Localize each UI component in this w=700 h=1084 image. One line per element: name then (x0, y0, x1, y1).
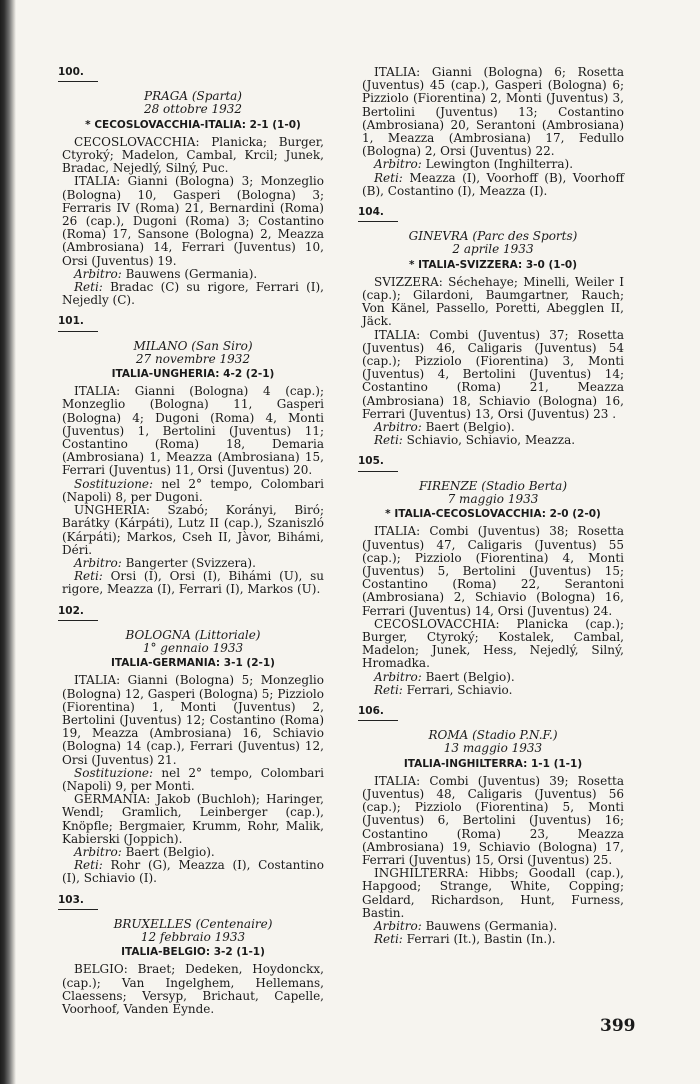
lineup: CECOSLOVACCHIA: Planicka; Burger, Ctyroký; Madelon, Cambal, Krcil; Junek, Bradac, Nejedlý, Silný, Puc. (62, 134, 324, 176)
match-entry (358, 455, 624, 697)
referee-label: Arbitro: (74, 844, 122, 859)
goals-list: Ferrari, Schiavio. (406, 682, 513, 697)
referee-label: Arbitro: (374, 669, 422, 684)
lineup: ITALIA: Combi (Juventus) 37; Rosetta (Juventus) 46, Caligaris (Juventus) 54 (cap.); Pizziolo (Fiorentina) 3, Monti (Juventus) 4, Bertolini (Juventus) 14; Costantino (Roma) 21, Meazza (Ambrosiana) 18, Schiavio (Bologna) 16, Ferrari (Juventus) 13, Orsi (Juventus) 23 . (362, 327, 624, 421)
goals-list: Ferrari (It.), Bastin (In.). (406, 932, 556, 947)
referee-name: Baert (Belgio). (425, 669, 515, 684)
lineup: ITALIA: Combi (Juventus) 38; Rosetta (Juventus) 47, Caligaris (Juventus) 55 (cap.); Pizziolo (Fiorentina) 4, Monti (Juventus) 5, Bertolini (Juventus) 15; Costantino (Roma) 22, Serantoni (Ambrosiana) 2, Schiavio (Bologna) 16, Ferrari (Juventus) 14, Orsi (Juventus) 24. (362, 524, 624, 618)
match-entry (58, 604, 324, 886)
referee-label: Arbitro: (374, 420, 422, 435)
lineup: SVIZZERA: Séchehaye; Minelli, Weiler I (cap.); Gilardoni, Baumgartner, Rauch; Von Känel, Passello, Poretti, Abegglen II, Jäck. (362, 274, 624, 329)
goals-label: Reti: (74, 280, 103, 295)
goals-list: Bradac (C) su rigore, Ferrari (I), Nejedly (C). (62, 280, 324, 308)
lineup: INGHILTERRA: Hibbs; Goodall (cap.), Hapgood; Strange, White, Copping; Geldard, Richardson, Hunt, Furness, Bastin. (362, 866, 624, 920)
referee-name: Baert (Belgio). (125, 844, 215, 859)
goals-label: Reti: (374, 932, 403, 947)
left-column (58, 66, 324, 1024)
substitution-text: nel 2° tempo, Colombari (Napoli) 9, per Monti. (62, 765, 324, 793)
goals-list: Meazza (I), Voorhoff (B), Voorhoff (B), Costantino (I), Meazza (I). (362, 170, 624, 198)
match-result: * ITALIA-CECOSLOVACCHIA: 2-0 (2-0) (385, 508, 601, 521)
lineup: ITALIA: Gianni (Bologna) 4 (cap.); Monzeglio (Bologna) 11, Gasperi (Bologna) 4; Dugoni (Roma) 4, Monti (Juventus) 1, Bertolini (Juventus) 11; Costantino (Roma) 18, Demaria (Ambrosiana) 1, Meazza (Ambrosiana) 15, Ferrari (Juventus) 11, Orsi (Juventus) 20. (62, 384, 324, 478)
lineup: BELGIO: Braet; Dedeken, Hoydonckx, (cap.); Van Ingelghem, Hellemans, Claessens; Versyp, Brichaut, Capelle, Voorhoof, Vanden Eynde. (62, 962, 324, 1016)
match-number: 105. (358, 455, 398, 471)
match-entry (358, 704, 624, 947)
substitution-text: nel 2° tempo, Colombari (Napoli) 8, per Dugoni. (62, 476, 324, 504)
match-venue: GINEVRA (Parc des Sports) (408, 229, 578, 244)
match-venue: BRUXELLES (Centenaire) (113, 916, 273, 931)
match-entry (58, 315, 324, 597)
goals (62, 281, 324, 307)
lineup: ITALIA: Gianni (Bologna) 3; Monzeglio (Bologna) 10, Gasperi (Bologna) 3; Ferraris IV (Roma) 21, Bernardini (Roma) 26 (cap.), Dugoni (Roma) 3; Costantino (Roma) 17, Sansone (Bologna) 2, Meazza (Ambrosiana) 14, Ferrari (Juventus) 10, Orsi (Juventus) 19. (62, 174, 324, 268)
lineup: GERMANIA: Jakob (Buchloh); Haringer, Wendl; Gramlich, Leinberger (cap.), Knöpfle; Bergmaier, Krumm, Rohr, Malik, Kabierski (Joppich). (62, 792, 324, 846)
substitution (62, 478, 324, 504)
match-result: ITALIA-INGHILTERRA: 1-1 (1-1) (403, 757, 583, 770)
match-number: 104. (358, 206, 398, 222)
goals-label: Reti: (374, 170, 403, 185)
page-binding-edge (0, 0, 16, 1084)
goals-label: Reti: (374, 682, 403, 697)
goals-label: Reti: (374, 433, 403, 448)
referee-label: Arbitro: (374, 918, 422, 933)
match-venue: FIRENZE (Stadio Berta) (418, 478, 568, 493)
match-date: 27 novembre 1932 (135, 351, 251, 366)
match-result: ITALIA-BELGIO: 3-2 (1-1) (121, 946, 265, 959)
match-entry (58, 66, 324, 308)
match-result: * ITALIA-SVIZZERA: 3-0 (1-0) (408, 258, 578, 271)
match-venue: PRAGA (Sparta) (144, 89, 242, 104)
match-venue: BOLOGNA (Littoriale) (125, 627, 261, 642)
goals (62, 859, 324, 885)
goals (362, 684, 624, 697)
goals (362, 172, 624, 198)
match-result: ITALIA-GERMANIA: 3-1 (2-1) (111, 657, 275, 670)
match-venue: ROMA (Stadio P.N.F.) (428, 728, 558, 743)
goals-list: Orsi (I), Orsi (I), Bihámi (U), su rigore, Meazza (I), Ferrari (I), Markos (U). (62, 569, 324, 597)
match-date: 28 ottobre 1932 (143, 102, 243, 117)
page-number: 399 (600, 1016, 636, 1036)
goals (62, 570, 324, 596)
match-date: 7 maggio 1933 (447, 491, 539, 506)
referee-name: Bauwens (Germania). (425, 918, 558, 933)
lineup: CECOSLOVACCHIA: Planicka (cap.); Burger, Ctyroký; Kostalek, Cambal, Madelon; Junek, Hess, Nejedlý, Silný, Hromadka. (362, 616, 624, 671)
referee-label: Arbitro: (74, 266, 122, 281)
goals-label: Reti: (74, 858, 103, 873)
match-entry (58, 893, 324, 1017)
match-number: 102. (58, 605, 98, 621)
goals-list: Schiavio, Schiavio, Meazza. (406, 433, 576, 448)
match-number: 100. (58, 66, 98, 82)
substitution (62, 767, 324, 793)
referee-name: Bangerter (Svizzera). (125, 555, 256, 570)
match-entry-continued (362, 66, 624, 198)
match-result: * CECOSLOVACCHIA-ITALIA: 2-1 (1-0) (85, 118, 301, 131)
match-entry (358, 206, 624, 448)
referee-label: Arbitro: (74, 555, 122, 570)
match-date: 12 febbraio 1933 (140, 929, 246, 944)
referee-name: Baert (Belgio). (425, 420, 515, 435)
lineup: ITALIA: Gianni (Bologna) 5; Monzeglio (Bologna) 12, Gasperi (Bologna) 5; Pizziolo (Fiorentina) 1, Monti (Juventus) 2, Bertolini (Juventus) 12; Costantino (Roma) 19, Meazza (Ambrosiana) 16, Schiavio (Bologna) 14 (cap.), Ferrari (Juventus) 12, Orsi (Juventus) 21. (62, 673, 324, 767)
referee-label: Arbitro: (374, 157, 422, 172)
referee-name: Lewington (Inghilterra). (425, 157, 574, 172)
goals-list: Rohr (G), Meazza (I), Costantino (I), Schiavio (I). (62, 858, 324, 886)
referee-name: Bauwens (Germania). (125, 266, 258, 281)
match-number: 103. (58, 894, 98, 910)
goals (362, 933, 624, 946)
match-venue: MILANO (San Siro) (133, 338, 253, 353)
match-number: 106. (358, 705, 398, 721)
lineup: UNGHERIA: Szabó; Korányi, Biró; Barátky (Kárpáti), Lutz II (cap.), Szaniszló (Kárpáti); Markos, Cseh II, Jàvor, Bihámi, Déri. (62, 503, 324, 557)
match-number: 101. (58, 315, 98, 331)
match-date: 2 aprile 1933 (452, 242, 534, 257)
lineup: ITALIA: Gianni (Bologna) 6; Rosetta (Juventus) 45 (cap.), Gasperi (Bologna) 6; Pizziolo (Fiorentina) 2, Monti (Juventus) 3, Bertolini (Juventus) 13; Costantino (Ambrosiana) 20, Serantoni (Ambrosiana) 1, Meazza (Ambrosiana) 17, Fedullo (Bologna) 2, Orsi (Juventus) 22. (362, 65, 624, 159)
match-date: 13 maggio 1933 (443, 741, 543, 756)
goals (362, 434, 624, 447)
right-column (358, 65, 624, 954)
substitution-label: Sostituzione: (74, 765, 154, 780)
match-result: ITALIA-UNGHERIA: 4-2 (2-1) (111, 368, 275, 381)
goals-label: Reti: (74, 569, 103, 584)
match-date: 1° gennaio 1933 (142, 640, 244, 655)
lineup: ITALIA: Combi (Juventus) 39; Rosetta (Juventus) 48, Caligaris (Juventus) 56 (cap.); Pizziolo (Fiorentina) 5, Monti (Juventus) 6, Bertolini (Juventus) 16; Costantino (Roma) 23, Meazza (Ambrosiana) 19, Schiavio (Bologna) 17, Ferrari (Juventus) 15, Orsi (Juventus) 25. (362, 773, 624, 867)
substitution-label: Sostituzione: (74, 476, 154, 491)
